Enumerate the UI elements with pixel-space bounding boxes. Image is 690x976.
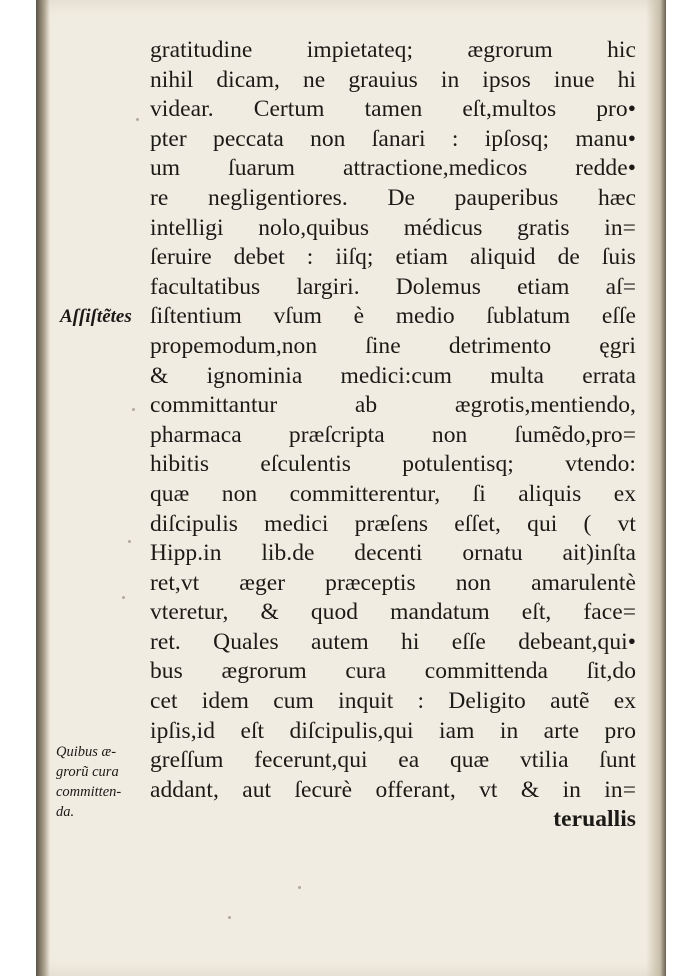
main-text-block	[150, 36, 636, 835]
text-line: videar. Certum tamen eſt,multos pro•	[150, 96, 636, 123]
text-line: bus ægrorum cura committenda ſit,do	[150, 658, 636, 685]
margin-note-line: committen-	[56, 784, 122, 800]
text-line: propemodum,non ſine detrimento ęgri	[150, 332, 636, 359]
page-gutter-shadow	[36, 0, 50, 976]
text-line: pharmaca præſcripta non ſumẽdo,pro=	[150, 421, 636, 448]
text-line: pter peccata non ſanari : ipſosq; manu•	[150, 125, 636, 152]
margin-note-line: Quibus æ-	[56, 744, 117, 760]
margin-note-line: da.	[56, 804, 75, 820]
text-line: quæ non committerentur, ſi aliquis ex	[150, 480, 636, 507]
margin-note-line: grorũ cura	[56, 764, 119, 780]
text-line: cet idem cum inquit : Deligito autẽ ex	[150, 688, 636, 715]
text-line: hibitis eſculentis potulentisq; vtendo:	[150, 451, 636, 478]
text-line: & ignominia medici:cum multa errata	[150, 362, 636, 389]
text-line: addant, aut ſecurè offerant, vt & in in=	[150, 776, 636, 803]
text-line: ſiſtentium vſum è medio ſublatum eſſe	[150, 303, 636, 330]
margin-note-quibus	[56, 742, 121, 822]
text-line: intelligi nolo,quibus médicus gratis in=	[150, 214, 636, 241]
text-line: committantur ab ægrotis,mentiendo,	[150, 392, 636, 419]
ink-speck	[132, 408, 135, 411]
text-line: um ſuarum attractione,medicos redde•	[150, 155, 636, 182]
text-line: facultatibus largiri. Dolemus etiam aſ=	[150, 273, 636, 300]
ink-speck	[136, 118, 139, 121]
text-line: ipſis,id eſt diſcipulis,qui iam in arte pro	[150, 717, 636, 744]
ink-speck	[128, 540, 131, 543]
text-line: ret. Quales autem hi eſſe debeant,qui•	[150, 628, 636, 655]
text-line: ret,vt æger præceptis non amarulentè	[150, 569, 636, 596]
text-line: gratitudine impietateq; ægrorum hic	[150, 37, 636, 63]
text-line: greſſum fecerunt,qui ea quæ vtilia ſunt	[150, 747, 636, 774]
page-edge-shadow	[646, 0, 666, 976]
ink-speck	[122, 596, 125, 599]
text-line: ſeruire debet : iiſq; etiam aliquid de ſuis	[150, 244, 636, 271]
text-line: diſcipulis medici præſens eſſet, qui ( vt	[150, 510, 636, 537]
text-line: Hipp.in lib.de decenti ornatu ait)inſta	[150, 540, 636, 567]
ink-speck	[228, 916, 231, 919]
text-line: vteretur, & quod mandatum eſt, face=	[150, 599, 636, 626]
text-line: re negligentiores. De pauperibus hæc	[150, 184, 636, 211]
margin-note-assistentes: Aſſiſtẽtes	[60, 306, 132, 327]
ink-speck	[298, 886, 301, 889]
catchword: teruallis	[553, 806, 636, 833]
text-line: nihil dicam, ne grauius in ipsos inue hi	[150, 66, 636, 93]
